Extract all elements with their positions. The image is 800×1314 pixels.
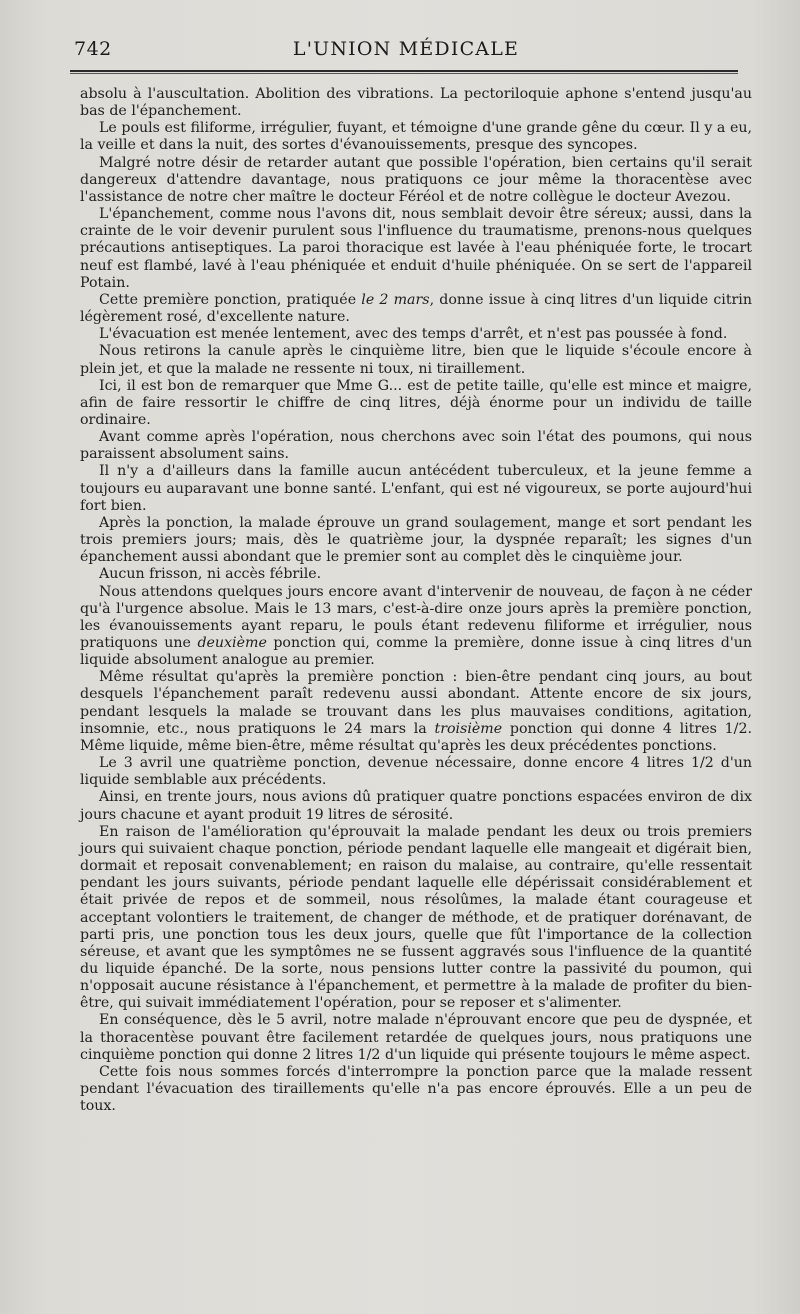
paragraph: Malgré notre désir de retarder autant que possible l'opération, bien certains qu'il serait dangereux d'attendre davantage, nous pratiquons ce jour même la thoracentèse avec l'assistance de notre cher maître le docteur Féréol et de notre collègue le docteur Avezou. xyxy=(80,154,752,205)
paragraph: En raison de l'amélioration qu'éprouvait la malade pendant les deux ou trois premiers jours qui suivaient chaque ponction, période pendant laquelle elle mangeait et digérait bien, dormait et reposait convenablement; en raison du malaise, au contraire, qu'elle ressentait pendant les jours suivants, période pendant laquelle elle dépérissait considérablement et était privée de repos et de sommeil, nous résolûmes, la malade étant courageuse et acceptant volontiers le traitement, de changer de méthode, et de pratiquer dorénavant, de parti pris, une ponction tous les deux jours, quelle que fût l'importance de la collection séreuse, et avant que les symptômes ne se fussent aggravés sous l'influence de la quantité du liquide épanché. De la sorte, nous pensions lutter contre la passivité du poumon, qui n'opposait aucune résistance à l'épanchement, et permettre à la malade de profiter du bien-être, qui suivait immédiatement l'opération, pour se reposer et s'alimenter. xyxy=(80,823,752,1012)
paragraph: Même résultat qu'après la première ponction : bien-être pendant cinq jours, au bout desquels l'épanchement paraît redevenu aussi abondant. Attente encore de six jours, pendant lesquels la malade se trouvant dans les plus mauvaises conditions, agitation, insomnie, etc., nous pratiquons le 24 mars la troisième ponction qui donne 4 litres 1/2. Même liquide, même bien-être, même résultat qu'après les deux précédentes ponctions. xyxy=(80,669,752,754)
header-rule xyxy=(70,70,738,74)
page-header xyxy=(74,34,738,64)
body-text xyxy=(80,86,752,1115)
paragraph: Après la ponction, la malade éprouve un grand soulagement, mange et sort pendant les trois premiers jours; mais, dès le quatrième jour, la dyspnée reparaît; les signes d'un épanchement aussi abondant que le premier sont au complet dès le cinquième jour. xyxy=(80,514,752,566)
paragraph: L'évacuation est menée lentement, avec des temps d'arrêt, et n'est pas poussée à fond. xyxy=(99,326,728,343)
paragraph: L'épanchement, comme nous l'avons dit, nous semblait devoir être séreux; aussi, dans la crainte de le voir devenir purulent sous l'influence du traumatisme, prenons-nous quelques précautions antiseptiques. La paroi thoracique est lavée à l'eau phéniquée forte, le trocart neuf est flambé, lavé à l'eau phéniquée et enduit d'huile phéniquée. On se sert de l'appareil Potain. xyxy=(80,206,752,291)
paragraph: Ici, il est bon de remarquer que Mme G... est de petite taille, qu'elle est mince et maigre, afin de faire ressortir le chiffre de cinq litres, déjà énorme pour un individu de taille ordinaire. xyxy=(80,377,752,428)
emphasis: deuxième xyxy=(197,635,267,651)
paragraph: Nous retirons la canule après le cinquième litre, bien que le liquide s'écoule encore à plein jet, et que la malade ne ressente ni toux, ni tiraillement. xyxy=(80,343,752,377)
paragraph: Avant comme après l'opération, nous cherchons avec soin l'état des poumons, qui nous paraissent absolument sains. xyxy=(80,429,752,463)
page-number: 742 xyxy=(74,38,112,60)
paragraph: Le 3 avril une quatrième ponction, devenue nécessaire, donne encore 4 litres 1/2 d'un liquide semblable aux précédents. xyxy=(80,755,752,789)
paragraph: Il n'y a d'ailleurs dans la famille aucun antécédent tuberculeux, et la jeune femme a toujours eu auparavant une bonne santé. L'enfant, qui est né vigoureux, se porte aujourd'hui fort bien. xyxy=(80,463,752,514)
paragraph: Cette première ponction, pratiquée le 2 mars, donne issue à cinq litres d'un liquide citrin légèrement rosé, d'excellente nature. xyxy=(80,291,752,326)
emphasis: le 2 mars xyxy=(361,291,430,308)
emphasis: troisième xyxy=(434,720,503,737)
paragraph: Cette fois nous sommes forcés d'interrompre la ponction parce que la malade ressent pendant l'évacuation des tiraillements qu'elle n'a pas encore éprouvés. Elle a un peu de toux. xyxy=(80,1063,752,1115)
running-title: L'UNION MÉDICALE xyxy=(292,38,520,60)
paragraph: absolu à l'auscultation. Abolition des vibrations. La pectoriloquie aphone s'entend jusqu'au bas de l'épanchement. xyxy=(80,86,752,120)
paragraph: Le pouls est filiforme, irrégulier, fuyant, et témoigne d'une grande gêne du cœur. Il y a eu, la veille et dans la nuit, des sortes d'évanouissements, presque des syncopes. xyxy=(80,120,752,154)
paragraph: Ainsi, en trente jours, nous avions dû pratiquer quatre ponctions espacées environ de dix jours chacune et ayant produit 19 litres de sérosité. xyxy=(80,789,752,823)
paragraph: En conséquence, dès le 5 avril, notre malade n'éprouvant encore que peu de dyspnée, et la thoracentèse pouvant être facilement retardée de quelques jours, nous pratiquons une cinquième ponction qui donne 2 litres 1/2 d'un liquide qui présente toujours le même aspect. xyxy=(80,1012,752,1063)
paragraph: Aucun frisson, ni accès fébrile. xyxy=(99,566,322,583)
paragraph: Nous attendons quelques jours encore avant d'intervenir de nouveau, de façon à ne céder qu'à l'urgence absolue. Mais le 13 mars, c'est-à-dire onze jours après la première ponction, les évanouissements ayant reparu, le pouls étant redevenu filiforme et irrégulier, nous pratiquons une deuxième ponction qui, comme la première, donne issue à cinq litres d'un liquide absolument analogue au premier. xyxy=(80,583,753,669)
